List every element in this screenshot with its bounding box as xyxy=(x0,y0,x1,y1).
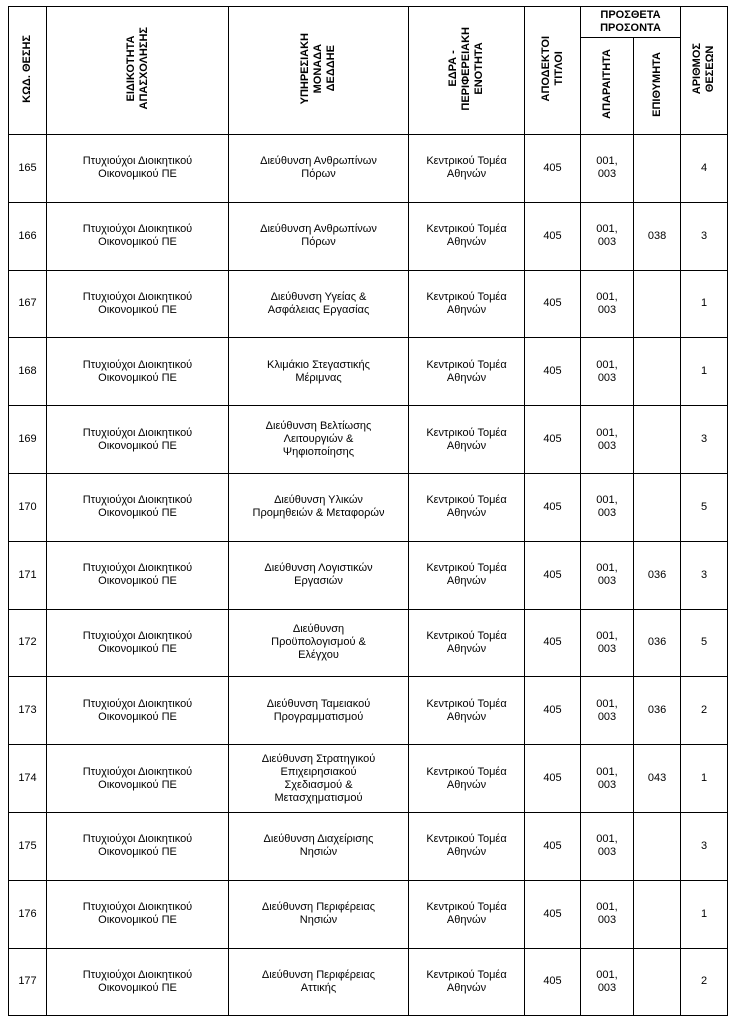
cell-desired xyxy=(634,406,681,474)
cell-count: 2 xyxy=(681,948,728,1016)
cell-seat: Κεντρικού Τομέα Αθηνών xyxy=(409,677,525,745)
cell-specialty: Πτυχιούχοι Διοικητικού Οικονομικού ΠΕ xyxy=(47,473,229,541)
cell-titles: 405 xyxy=(525,609,581,677)
cell-code: 172 xyxy=(9,609,47,677)
cell-desired: 036 xyxy=(634,677,681,745)
cell-desired xyxy=(634,270,681,338)
header-count-label: ΑΡΙΘΜΟΣ ΘΕΣΕΩΝ xyxy=(691,42,717,95)
header-specialty-label: ΕΙΔΙΚΟΤΗΤΑ ΑΠΑΣΧΟΛΗΣΗΣ xyxy=(124,27,150,110)
cell-titles: 405 xyxy=(525,338,581,406)
table-header xyxy=(9,7,728,135)
cell-required: 001, 003 xyxy=(581,202,634,270)
cell-required: 001, 003 xyxy=(581,270,634,338)
cell-desired xyxy=(634,812,681,880)
cell-unit: Διεύθυνση Ανθρωπίνων Πόρων xyxy=(229,202,409,270)
cell-count: 3 xyxy=(681,541,728,609)
cell-titles: 405 xyxy=(525,270,581,338)
cell-specialty: Πτυχιούχοι Διοικητικού Οικονομικού ΠΕ xyxy=(47,270,229,338)
table-row xyxy=(9,880,728,948)
cell-specialty: Πτυχιούχοι Διοικητικού Οικονομικού ΠΕ xyxy=(47,135,229,203)
cell-unit: Διεύθυνση Λογιστικών Εργασιών xyxy=(229,541,409,609)
cell-unit: Κλιμάκιο Στεγαστικής Μέριμνας xyxy=(229,338,409,406)
cell-titles: 405 xyxy=(525,677,581,745)
cell-count: 4 xyxy=(681,135,728,203)
table-row xyxy=(9,473,728,541)
header-desired-label: ΕΠΙΘΥΜΗΤΑ xyxy=(650,51,663,117)
cell-titles: 405 xyxy=(525,880,581,948)
cell-specialty: Πτυχιούχοι Διοικητικού Οικονομικού ΠΕ xyxy=(47,609,229,677)
cell-count: 2 xyxy=(681,677,728,745)
cell-seat: Κεντρικού Τομέα Αθηνών xyxy=(409,745,525,813)
table-row xyxy=(9,270,728,338)
cell-required: 001, 003 xyxy=(581,812,634,880)
header-extra-qualifications: ΠΡΟΣΘΕΤΑ ΠΡΟΣΟΝΤΑ xyxy=(581,7,681,38)
cell-count: 1 xyxy=(681,270,728,338)
cell-code: 167 xyxy=(9,270,47,338)
cell-unit: Διεύθυνση Διαχείρισης Νησιών xyxy=(229,812,409,880)
cell-unit: Διεύθυνση Ανθρωπίνων Πόρων xyxy=(229,135,409,203)
cell-count: 5 xyxy=(681,473,728,541)
cell-required: 001, 003 xyxy=(581,135,634,203)
header-desired xyxy=(634,38,681,135)
cell-titles: 405 xyxy=(525,473,581,541)
cell-count: 1 xyxy=(681,745,728,813)
cell-desired: 043 xyxy=(634,745,681,813)
cell-count: 1 xyxy=(681,338,728,406)
cell-required: 001, 003 xyxy=(581,609,634,677)
cell-desired xyxy=(634,135,681,203)
table-row xyxy=(9,541,728,609)
cell-specialty: Πτυχιούχοι Διοικητικού Οικονομικού ΠΕ xyxy=(47,541,229,609)
cell-code: 176 xyxy=(9,880,47,948)
cell-code: 174 xyxy=(9,745,47,813)
cell-code: 166 xyxy=(9,202,47,270)
cell-unit: Διεύθυνση Στρατηγικού Επιχειρησιακού Σχεδιασμού & Μετασχηματισμού xyxy=(229,745,409,813)
cell-specialty: Πτυχιούχοι Διοικητικού Οικονομικού ΠΕ xyxy=(47,677,229,745)
header-code xyxy=(9,7,47,135)
header-seat xyxy=(409,7,525,135)
header-unit-label: ΥΠΗΡΕΣΙΑΚΗ ΜΟΝΑΔΑ ΔΕΔΔΗΕ xyxy=(299,32,337,105)
cell-seat: Κεντρικού Τομέα Αθηνών xyxy=(409,948,525,1016)
cell-desired xyxy=(634,338,681,406)
header-seat-label: ΕΔΡΑ - ΠΕΡΙΦΕΡΕΙΑΚΗ ΕΝΟΤΗΤΑ xyxy=(447,26,485,111)
cell-required: 001, 003 xyxy=(581,338,634,406)
cell-desired: 036 xyxy=(634,609,681,677)
cell-specialty: Πτυχιούχοι Διοικητικού Οικονομικού ΠΕ xyxy=(47,948,229,1016)
table-row xyxy=(9,948,728,1016)
cell-code: 169 xyxy=(9,406,47,474)
table-body xyxy=(9,135,728,1016)
cell-count: 3 xyxy=(681,202,728,270)
cell-seat: Κεντρικού Τομέα Αθηνών xyxy=(409,473,525,541)
cell-titles: 405 xyxy=(525,812,581,880)
cell-unit: Διεύθυνση Προϋπολογισμού & Ελέγχου xyxy=(229,609,409,677)
cell-unit: Διεύθυνση Υγείας & Ασφάλειας Εργασίας xyxy=(229,270,409,338)
cell-specialty: Πτυχιούχοι Διοικητικού Οικονομικού ΠΕ xyxy=(47,880,229,948)
cell-titles: 405 xyxy=(525,135,581,203)
table-row xyxy=(9,812,728,880)
cell-desired xyxy=(634,948,681,1016)
cell-seat: Κεντρικού Τομέα Αθηνών xyxy=(409,406,525,474)
table-row xyxy=(9,406,728,474)
cell-seat: Κεντρικού Τομέα Αθηνών xyxy=(409,338,525,406)
cell-seat: Κεντρικού Τομέα Αθηνών xyxy=(409,541,525,609)
table-row xyxy=(9,745,728,813)
cell-code: 165 xyxy=(9,135,47,203)
table-row xyxy=(9,202,728,270)
cell-required: 001, 003 xyxy=(581,677,634,745)
cell-required: 001, 003 xyxy=(581,745,634,813)
cell-required: 001, 003 xyxy=(581,541,634,609)
cell-unit: Διεύθυνση Περιφέρειας Νησιών xyxy=(229,880,409,948)
cell-desired: 038 xyxy=(634,202,681,270)
header-required-label: ΑΠΑΡΑΙΤΗΤΑ xyxy=(600,49,613,119)
cell-code: 173 xyxy=(9,677,47,745)
header-specialty xyxy=(47,7,229,135)
cell-titles: 405 xyxy=(525,406,581,474)
table-row xyxy=(9,609,728,677)
header-required xyxy=(581,38,634,135)
header-titles-label: ΑΠΟΔΕΚΤΟΙ ΤΙΤΛΟΙ xyxy=(539,35,565,102)
cell-desired xyxy=(634,880,681,948)
cell-specialty: Πτυχιούχοι Διοικητικού Οικονομικού ΠΕ xyxy=(47,745,229,813)
cell-desired: 036 xyxy=(634,541,681,609)
cell-count: 3 xyxy=(681,812,728,880)
cell-titles: 405 xyxy=(525,745,581,813)
table-row xyxy=(9,135,728,203)
header-count xyxy=(681,7,728,135)
cell-specialty: Πτυχιούχοι Διοικητικού Οικονομικού ΠΕ xyxy=(47,338,229,406)
table-row xyxy=(9,677,728,745)
cell-seat: Κεντρικού Τομέα Αθηνών xyxy=(409,880,525,948)
cell-seat: Κεντρικού Τομέα Αθηνών xyxy=(409,202,525,270)
cell-code: 168 xyxy=(9,338,47,406)
cell-titles: 405 xyxy=(525,541,581,609)
header-titles xyxy=(525,7,581,135)
cell-titles: 405 xyxy=(525,948,581,1016)
cell-specialty: Πτυχιούχοι Διοικητικού Οικονομικού ΠΕ xyxy=(47,406,229,474)
cell-code: 170 xyxy=(9,473,47,541)
cell-count: 5 xyxy=(681,609,728,677)
cell-seat: Κεντρικού Τομέα Αθηνών xyxy=(409,270,525,338)
cell-required: 001, 003 xyxy=(581,406,634,474)
cell-count: 1 xyxy=(681,880,728,948)
cell-code: 171 xyxy=(9,541,47,609)
cell-seat: Κεντρικού Τομέα Αθηνών xyxy=(409,609,525,677)
cell-count: 3 xyxy=(681,406,728,474)
cell-required: 001, 003 xyxy=(581,880,634,948)
cell-unit: Διεύθυνση Ταμειακού Προγραμματισμού xyxy=(229,677,409,745)
cell-unit: Διεύθυνση Περιφέρειας Αττικής xyxy=(229,948,409,1016)
cell-seat: Κεντρικού Τομέα Αθηνών xyxy=(409,135,525,203)
cell-unit: Διεύθυνση Βελτίωσης Λειτουργιών & Ψηφιοποίησης xyxy=(229,406,409,474)
cell-code: 177 xyxy=(9,948,47,1016)
cell-unit: Διεύθυνση Υλικών Προμηθειών & Μεταφορών xyxy=(229,473,409,541)
positions-table xyxy=(8,6,728,1016)
header-unit xyxy=(229,7,409,135)
cell-required: 001, 003 xyxy=(581,948,634,1016)
cell-seat: Κεντρικού Τομέα Αθηνών xyxy=(409,812,525,880)
cell-titles: 405 xyxy=(525,202,581,270)
cell-specialty: Πτυχιούχοι Διοικητικού Οικονομικού ΠΕ xyxy=(47,812,229,880)
cell-specialty: Πτυχιούχοι Διοικητικού Οικονομικού ΠΕ xyxy=(47,202,229,270)
cell-code: 175 xyxy=(9,812,47,880)
header-code-label: ΚΩΔ. ΘΕΣΗΣ xyxy=(21,34,33,103)
cell-required: 001, 003 xyxy=(581,473,634,541)
cell-desired xyxy=(634,473,681,541)
table-row xyxy=(9,338,728,406)
